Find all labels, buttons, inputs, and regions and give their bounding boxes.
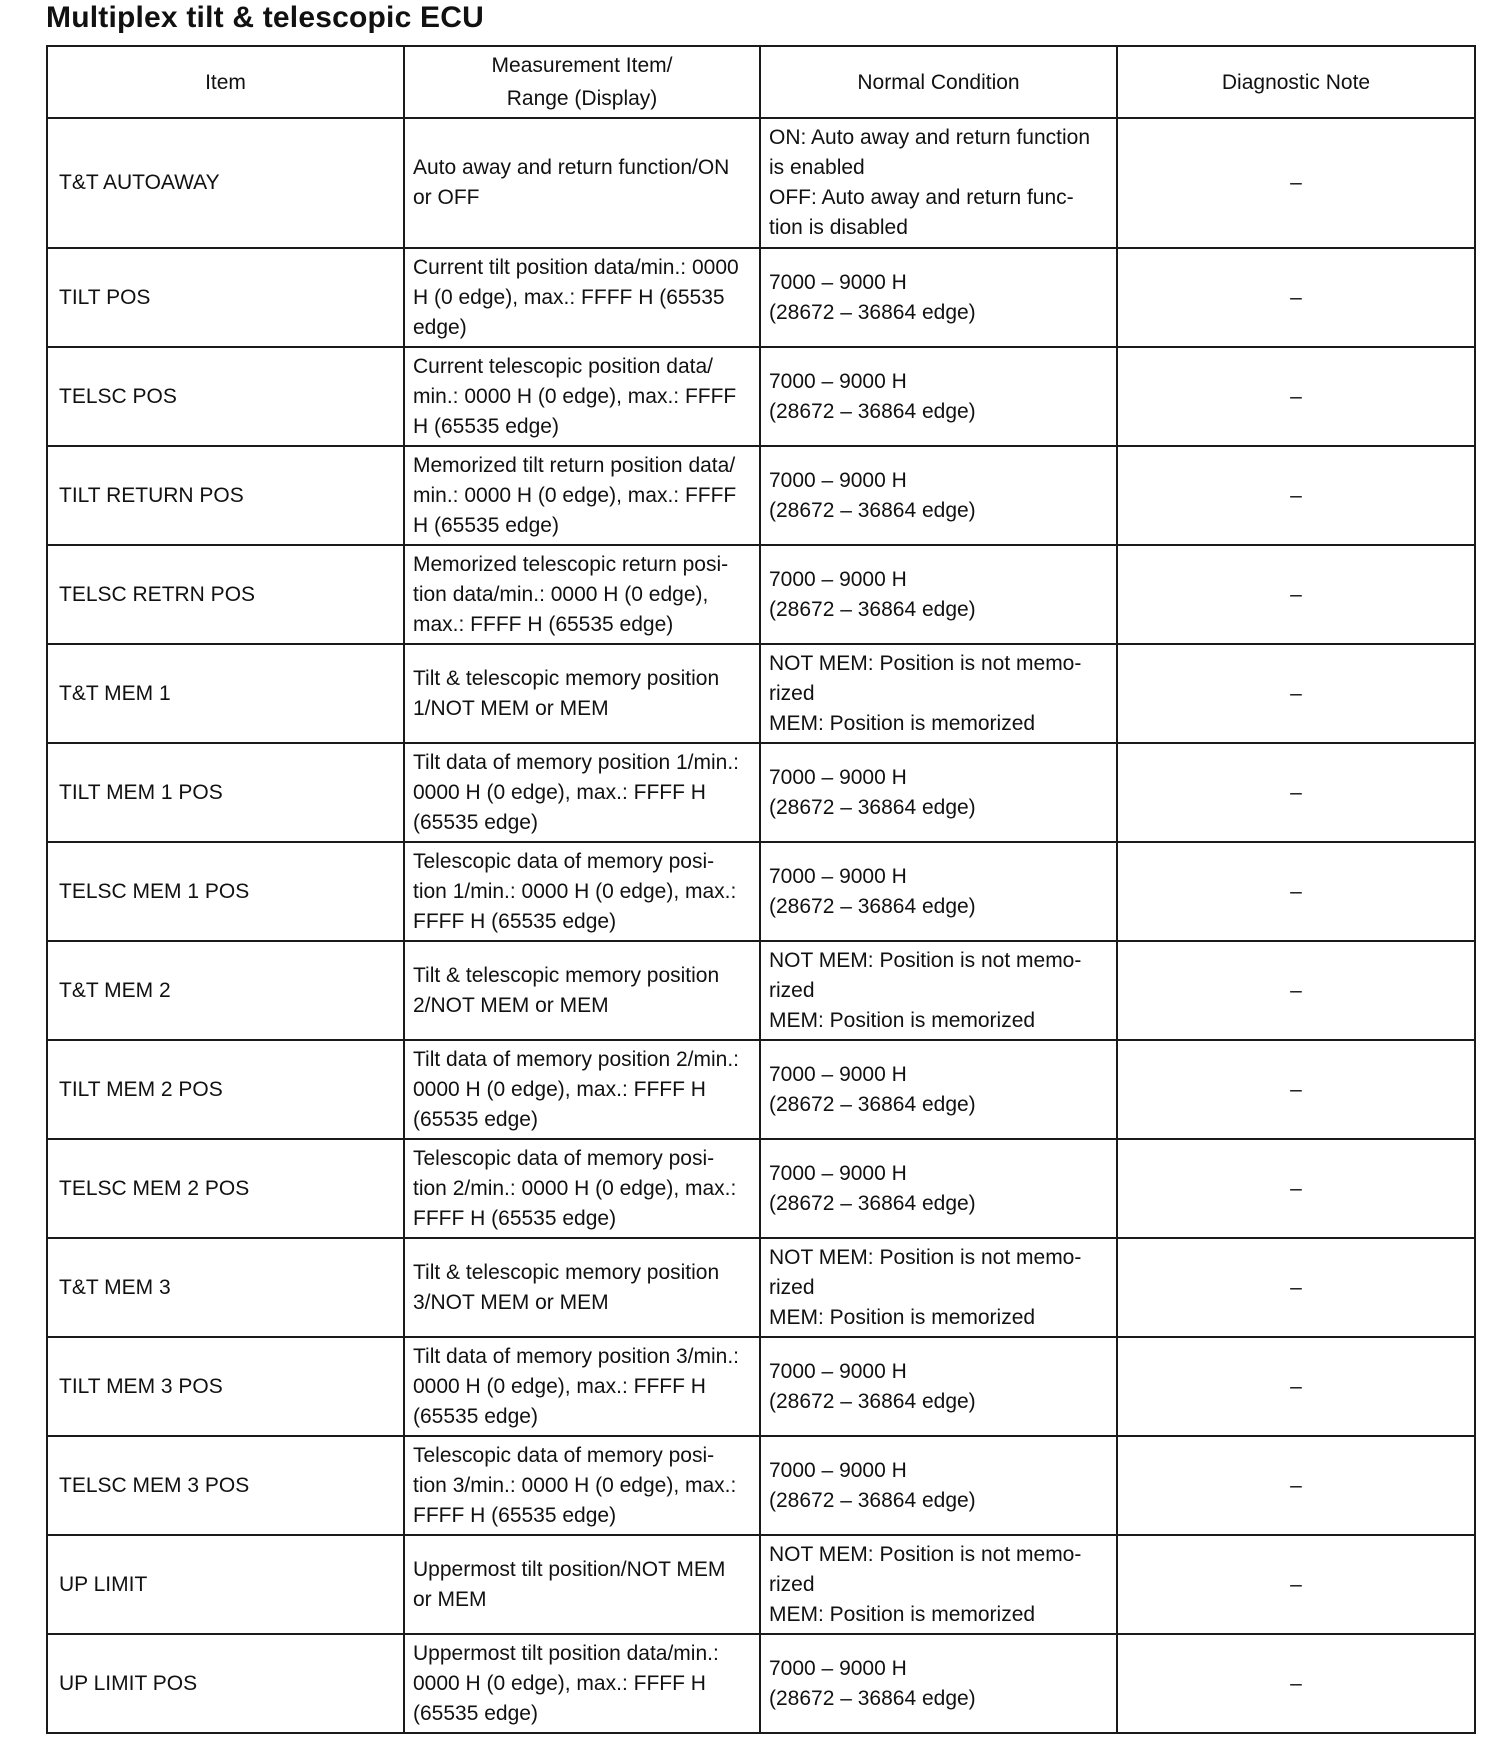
cell-diagnostic-note: –: [1117, 1436, 1475, 1535]
cell-measurement-range-line: min.: 0000 H (0 edge), max.: FFFF: [413, 384, 737, 408]
cell-normal-condition-line: ON: Auto away and return function: [769, 126, 1091, 149]
cell-diagnostic-note: –: [1117, 1238, 1475, 1337]
cell-measurement-range-line: Current tilt position data/min.: 0000: [413, 255, 739, 279]
cell-measurement-range: [404, 1238, 760, 1337]
cell-normal-condition-line: 7000 – 9000 H: [769, 567, 907, 591]
cell-measurement-range: [404, 1436, 760, 1535]
cell-measurement-range-line: 0000 H (0 edge), max.: FFFF H: [413, 1077, 706, 1101]
table-row: [47, 1535, 1475, 1634]
cell-item: TELSC POS: [47, 347, 404, 446]
cell-normal-condition: [760, 1040, 1117, 1139]
cell-measurement-range-line: 2/NOT MEM or MEM: [413, 993, 609, 1017]
ecu-data-table: [46, 45, 1476, 1734]
cell-diagnostic-note: –: [1117, 941, 1475, 1040]
cell-normal-condition-line: (28672 – 36864 edge): [769, 1389, 976, 1413]
cell-measurement-range: [404, 347, 760, 446]
cell-normal-condition-line: MEM: Position is memorized: [769, 1008, 1036, 1032]
cell-measurement-range: [404, 842, 760, 941]
cell-normal-condition-line: (28672 – 36864 edge): [769, 894, 976, 918]
cell-normal-condition-line: 7000 – 9000 H: [769, 468, 907, 492]
cell-normal-condition: [760, 842, 1117, 941]
page-title: Multiplex tilt & telescopic ECU: [46, 1, 484, 34]
cell-normal-condition-line: MEM: Position is memorized: [769, 711, 1036, 735]
table-header-row: [47, 46, 1475, 118]
table-row: [47, 941, 1475, 1040]
cell-measurement-range-line: H (0 edge), max.: FFFF H (65535: [413, 285, 725, 309]
cell-diagnostic-note: –: [1117, 1139, 1475, 1238]
cell-measurement-range-line: (65535 edge): [413, 1701, 538, 1725]
cell-measurement-range: [404, 545, 760, 644]
cell-normal-condition-line: 7000 – 9000 H: [769, 369, 907, 393]
cell-normal-condition-line: NOT MEM: Position is not memo-: [769, 1542, 1082, 1566]
cell-measurement-range: [404, 118, 760, 248]
cell-measurement-range-line: tion 3/min.: 0000 H (0 edge), max.:: [413, 1473, 737, 1497]
cell-measurement-range-line: Memorized tilt return position data/: [413, 453, 736, 477]
cell-measurement-range-line: Telescopic data of memory posi-: [413, 849, 715, 873]
cell-measurement-range: [404, 1040, 760, 1139]
cell-normal-condition-line: tion is disabled: [769, 216, 908, 239]
cell-measurement-range-line: Current telescopic position data/: [413, 354, 713, 378]
cell-normal-condition-line: NOT MEM: Position is not memo-: [769, 651, 1082, 675]
cell-normal-condition-line: (28672 – 36864 edge): [769, 597, 976, 621]
table-row: [47, 743, 1475, 842]
cell-normal-condition: [760, 118, 1117, 248]
cell-measurement-range-line: (65535 edge): [413, 1107, 538, 1131]
cell-measurement-range-line: Tilt & telescopic memory position: [413, 666, 720, 690]
cell-normal-condition-line: 7000 – 9000 H: [769, 1458, 907, 1482]
cell-measurement-range-line: Tilt data of memory position 2/min.:: [413, 1047, 740, 1071]
cell-normal-condition: [760, 1634, 1117, 1733]
cell-diagnostic-note: –: [1117, 842, 1475, 941]
cell-normal-condition-line: (28672 – 36864 edge): [769, 1686, 976, 1710]
cell-measurement-range-line: Telescopic data of memory posi-: [413, 1443, 715, 1467]
cell-measurement-range-line: 0000 H (0 edge), max.: FFFF H: [413, 780, 706, 804]
table-row: [47, 1238, 1475, 1337]
cell-normal-condition-line: 7000 – 9000 H: [769, 1062, 907, 1086]
table-row: [47, 347, 1475, 446]
cell-measurement-range-line: Uppermost tilt position data/min.:: [413, 1641, 719, 1665]
cell-item: TELSC RETRN POS: [47, 545, 404, 644]
header-measurement-range-line-1: Measurement Item/: [491, 54, 673, 77]
cell-item: TILT MEM 1 POS: [47, 743, 404, 842]
cell-measurement-range-line: (65535 edge): [413, 1404, 538, 1428]
header-diagnostic-note-label: Diagnostic Note: [1221, 70, 1371, 94]
cell-measurement-range: [404, 1337, 760, 1436]
cell-item: TILT RETURN POS: [47, 446, 404, 545]
header-item-label: Item: [205, 70, 246, 94]
table-row: [47, 545, 1475, 644]
cell-normal-condition-line: 7000 – 9000 H: [769, 1359, 907, 1383]
cell-measurement-range-line: Tilt & telescopic memory position: [413, 1260, 720, 1284]
cell-measurement-range: [404, 644, 760, 743]
table-row: [47, 118, 1475, 248]
cell-item: T&T MEM 2: [47, 941, 404, 1040]
header-normal-condition-label: Normal Condition: [857, 70, 1020, 94]
cell-measurement-range-line: FFFF H (65535 edge): [413, 909, 617, 933]
cell-measurement-range-line: H (65535 edge): [413, 414, 559, 438]
cell-measurement-range: [404, 1535, 760, 1634]
cell-item: T&T MEM 3: [47, 1238, 404, 1337]
cell-measurement-range: [404, 1139, 760, 1238]
cell-normal-condition-line: (28672 – 36864 edge): [769, 1092, 976, 1116]
cell-measurement-range-line: Tilt data of memory position 3/min.:: [413, 1344, 740, 1368]
cell-diagnostic-note: –: [1117, 446, 1475, 545]
table-body: [47, 118, 1475, 1733]
cell-measurement-range: [404, 743, 760, 842]
cell-normal-condition-line: NOT MEM: Position is not memo-: [769, 1245, 1082, 1269]
cell-measurement-range-line: Tilt & telescopic memory position: [413, 963, 720, 987]
cell-normal-condition: [760, 1436, 1117, 1535]
cell-normal-condition: [760, 1337, 1117, 1436]
cell-diagnostic-note: –: [1117, 1535, 1475, 1634]
cell-normal-condition: [760, 545, 1117, 644]
table-row: [47, 446, 1475, 545]
cell-diagnostic-note: –: [1117, 743, 1475, 842]
header-measurement-range: [404, 46, 760, 118]
cell-normal-condition-line: (28672 – 36864 edge): [769, 1191, 976, 1215]
cell-measurement-range: [404, 446, 760, 545]
header-measurement-range-line-2: Range (Display): [506, 87, 658, 110]
cell-item: UP LIMIT POS: [47, 1634, 404, 1733]
cell-normal-condition-line: 7000 – 9000 H: [769, 1656, 907, 1680]
cell-diagnostic-note: –: [1117, 118, 1475, 248]
cell-normal-condition-line: 7000 – 9000 H: [769, 864, 907, 888]
cell-measurement-range: [404, 1634, 760, 1733]
cell-measurement-range: [404, 248, 760, 347]
cell-measurement-range-line: or MEM: [413, 1587, 487, 1611]
table-row: [47, 842, 1475, 941]
cell-diagnostic-note: –: [1117, 1040, 1475, 1139]
cell-item: T&T MEM 1: [47, 644, 404, 743]
cell-diagnostic-note: –: [1117, 248, 1475, 347]
cell-normal-condition-line: MEM: Position is memorized: [769, 1602, 1036, 1626]
cell-item: TILT MEM 3 POS: [47, 1337, 404, 1436]
cell-item: TILT MEM 2 POS: [47, 1040, 404, 1139]
cell-normal-condition: [760, 941, 1117, 1040]
cell-measurement-range-line: Telescopic data of memory posi-: [413, 1146, 715, 1170]
cell-item: UP LIMIT: [47, 1535, 404, 1634]
cell-measurement-range-line: FFFF H (65535 edge): [413, 1503, 617, 1527]
cell-item: T&T AUTOAWAY: [47, 118, 404, 248]
cell-normal-condition: [760, 347, 1117, 446]
cell-normal-condition: [760, 248, 1117, 347]
cell-normal-condition-line: rized: [769, 681, 815, 705]
table-row: [47, 1634, 1475, 1733]
table-row: [47, 248, 1475, 347]
cell-normal-condition-line: rized: [769, 978, 815, 1002]
table-row: [47, 1436, 1475, 1535]
cell-measurement-range-line: Tilt data of memory position 1/min.:: [413, 750, 740, 774]
cell-normal-condition-line: (28672 – 36864 edge): [769, 1488, 976, 1512]
cell-measurement-range-line: Memorized telescopic return posi-: [413, 552, 729, 576]
cell-diagnostic-note: –: [1117, 545, 1475, 644]
cell-normal-condition-line: 7000 – 9000 H: [769, 1161, 907, 1185]
cell-normal-condition: [760, 1139, 1117, 1238]
header-diagnostic-note: [1117, 46, 1475, 118]
cell-normal-condition: [760, 1238, 1117, 1337]
cell-normal-condition-line: NOT MEM: Position is not memo-: [769, 948, 1082, 972]
cell-item: TILT POS: [47, 248, 404, 347]
cell-normal-condition-line: (28672 – 36864 edge): [769, 795, 976, 819]
table-row: [47, 644, 1475, 743]
cell-measurement-range-line: tion data/min.: 0000 H (0 edge),: [413, 582, 709, 606]
cell-normal-condition-line: 7000 – 9000 H: [769, 765, 907, 789]
cell-measurement-range-line: min.: 0000 H (0 edge), max.: FFFF: [413, 483, 737, 507]
cell-normal-condition-line: OFF: Auto away and return func-: [769, 186, 1074, 209]
cell-diagnostic-note: –: [1117, 644, 1475, 743]
cell-diagnostic-note: –: [1117, 1634, 1475, 1733]
header-normal-condition: [760, 46, 1117, 118]
cell-normal-condition-line: rized: [769, 1275, 815, 1299]
header-item: [47, 46, 404, 118]
table-row: [47, 1337, 1475, 1436]
cell-normal-condition: [760, 1535, 1117, 1634]
cell-normal-condition-line: rized: [769, 1572, 815, 1596]
cell-item: TELSC MEM 1 POS: [47, 842, 404, 941]
cell-diagnostic-note: –: [1117, 347, 1475, 446]
cell-measurement-range-line: 1/NOT MEM or MEM: [413, 696, 609, 720]
cell-diagnostic-note: –: [1117, 1337, 1475, 1436]
cell-measurement-range-line: Uppermost tilt position/NOT MEM: [413, 1557, 726, 1581]
cell-measurement-range-line: max.: FFFF H (65535 edge): [413, 612, 674, 636]
cell-normal-condition-line: (28672 – 36864 edge): [769, 399, 976, 423]
cell-normal-condition: [760, 743, 1117, 842]
cell-measurement-range-line: Auto away and return function/ON: [413, 156, 730, 179]
cell-measurement-range: [404, 941, 760, 1040]
cell-normal-condition-line: (28672 – 36864 edge): [769, 498, 976, 522]
cell-normal-condition-line: (28672 – 36864 edge): [769, 300, 976, 324]
cell-measurement-range-line: tion 2/min.: 0000 H (0 edge), max.:: [413, 1176, 737, 1200]
cell-item: TELSC MEM 3 POS: [47, 1436, 404, 1535]
cell-measurement-range-line: 0000 H (0 edge), max.: FFFF H: [413, 1374, 706, 1398]
cell-measurement-range-line: 0000 H (0 edge), max.: FFFF H: [413, 1671, 706, 1695]
cell-normal-condition: [760, 446, 1117, 545]
cell-measurement-range-line: tion 1/min.: 0000 H (0 edge), max.:: [413, 879, 737, 903]
cell-normal-condition-line: MEM: Position is memorized: [769, 1305, 1036, 1329]
cell-normal-condition: [760, 644, 1117, 743]
cell-measurement-range-line: FFFF H (65535 edge): [413, 1206, 617, 1230]
cell-measurement-range-line: 3/NOT MEM or MEM: [413, 1290, 609, 1314]
cell-normal-condition-line: is enabled: [769, 156, 865, 179]
cell-measurement-range-line: or OFF: [413, 186, 480, 209]
table-row: [47, 1040, 1475, 1139]
cell-measurement-range-line: (65535 edge): [413, 810, 538, 834]
cell-item: TELSC MEM 2 POS: [47, 1139, 404, 1238]
cell-measurement-range-line: edge): [413, 315, 467, 339]
cell-measurement-range-line: H (65535 edge): [413, 513, 559, 537]
table-row: [47, 1139, 1475, 1238]
cell-normal-condition-line: 7000 – 9000 H: [769, 270, 907, 294]
